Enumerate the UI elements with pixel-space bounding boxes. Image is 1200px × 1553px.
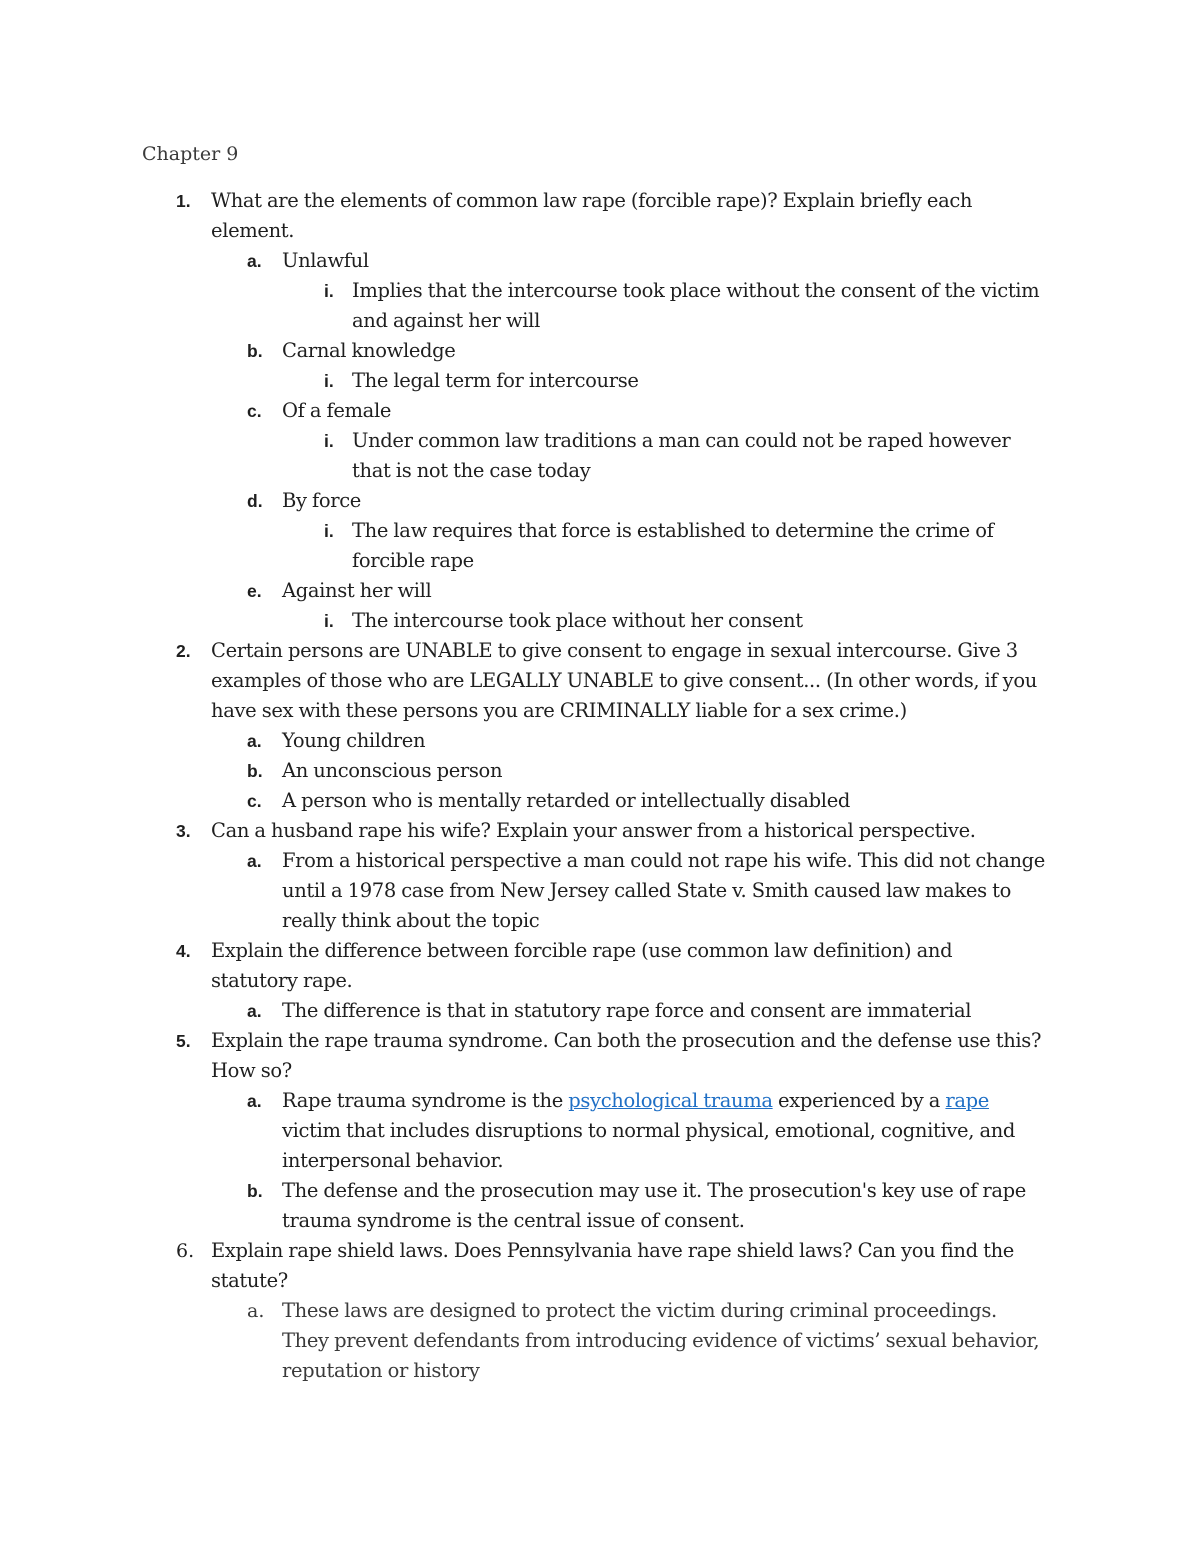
- answer-letter: a.: [247, 851, 262, 871]
- answer-letter: d.: [247, 491, 263, 511]
- answer-item: [0, 786, 1047, 816]
- answer-item: [0, 1296, 1047, 1386]
- sub-answer-item: [0, 366, 1052, 396]
- answer-text: From a historical perspective a man could not rape his wife. This did not change until a 1978 case from New Jersey called State v. Smith caused law makes to really think about the topic: [282, 849, 1045, 932]
- answer-text-start: Rape trauma syndrome is the: [282, 1089, 569, 1112]
- question-number: 4.: [176, 941, 191, 961]
- rape-link[interactable]: rape: [945, 1089, 989, 1112]
- answer-letter: a.: [247, 251, 262, 271]
- sub-answer-numeral: i.: [324, 521, 334, 541]
- answer-letter: a.: [247, 1001, 262, 1021]
- answer-letter: a.: [247, 731, 262, 751]
- sub-answer-numeral: i.: [324, 371, 334, 391]
- answer-text: Young children: [282, 729, 426, 752]
- answer-text-middle: experienced by a: [772, 1089, 946, 1112]
- answer-letter: a.: [247, 1300, 265, 1322]
- question-number: 2.: [176, 641, 191, 661]
- sub-answer-text: The law requires that force is established to determine the crime of forcible rape: [352, 519, 994, 572]
- answer-letter: c.: [247, 401, 262, 421]
- answer-letter: e.: [247, 581, 262, 601]
- answer-item: [0, 246, 1047, 276]
- answer-item: [0, 756, 1047, 786]
- answer-item: [0, 996, 1047, 1026]
- question-number: 6.: [176, 1240, 195, 1262]
- answer-item: [0, 1176, 1047, 1236]
- answer-item: [0, 726, 1047, 756]
- question-text: What are the elements of common law rape (forcible rape)? Explain briefly each element.: [211, 189, 973, 242]
- answer-text: Unlawful: [282, 249, 369, 272]
- answer-text: The defense and the prosecution may use it. The prosecution's key use of rape trauma syndrome is the central issue of consent.: [282, 1179, 1026, 1232]
- question-text: Explain the difference between forcible rape (use common law definition) and statutory rape.: [211, 939, 953, 992]
- question-number: 5.: [176, 1031, 191, 1051]
- question-list: [0, 186, 1200, 1386]
- answer-text: [282, 1089, 1015, 1172]
- question-5: [0, 1026, 1043, 1086]
- question-6: [0, 1236, 1043, 1296]
- answer-text: Against her will: [282, 579, 432, 602]
- answer-item: [0, 396, 1047, 426]
- question-text: Explain rape shield laws. Does Pennsylvania have rape shield laws? Can you find the statute?: [211, 1239, 1014, 1292]
- question-1: [0, 186, 1043, 246]
- answer-text: Carnal knowledge: [282, 339, 456, 362]
- question-2: [0, 636, 1043, 726]
- sub-answer-numeral: i.: [324, 431, 334, 451]
- answer-letter: b.: [247, 341, 263, 361]
- answer-text: A person who is mentally retarded or intellectually disabled: [282, 789, 851, 812]
- sub-answer-item: [0, 516, 1052, 576]
- answer-item: [0, 846, 1047, 936]
- sub-answer-text: The intercourse took place without her consent: [352, 609, 803, 632]
- sub-answer-numeral: i.: [324, 611, 334, 631]
- question-text: Explain the rape trauma syndrome. Can both the prosecution and the defense use this? How so?: [211, 1029, 1042, 1082]
- answer-letter: a.: [247, 1091, 262, 1111]
- answer-text: By force: [282, 489, 361, 512]
- question-text: Can a husband rape his wife? Explain your answer from a historical perspective.: [211, 819, 976, 842]
- psychological-trauma-link[interactable]: psychological trauma: [568, 1089, 773, 1112]
- sub-answer-item: [0, 426, 1052, 486]
- sub-answer-text: The legal term for intercourse: [352, 369, 639, 392]
- question-number: 3.: [176, 821, 191, 841]
- answer-item: [0, 576, 1047, 606]
- answer-item: [0, 486, 1047, 516]
- answer-letter: b.: [247, 1181, 263, 1201]
- sub-answer-numeral: i.: [324, 281, 334, 301]
- question-text: Certain persons are UNABLE to give consent to engage in sexual intercourse. Give 3 examples of those who are LEGALLY UNABLE to give consent... (In other words, if you have sex with these persons you are CRIMINALLY liable for a sex crime.): [211, 639, 1037, 722]
- question-number: 1.: [176, 191, 191, 211]
- answer-text: Of a female: [282, 399, 392, 422]
- sub-answer-text: Implies that the intercourse took place without the consent of the victim and against her will: [352, 279, 1040, 332]
- answer-text-end: victim that includes disruptions to normal physical, emotional, cognitive, and interpersonal behavior.: [282, 1119, 1016, 1172]
- answer-item: [0, 336, 1047, 366]
- sub-answer-item: [0, 276, 1052, 336]
- document-title: Chapter 9: [142, 143, 239, 165]
- question-3: [0, 816, 1043, 846]
- question-4: [0, 936, 1043, 996]
- answer-text: These laws are designed to protect the victim during criminal proceedings. They prevent defendants from introducing evidence of victims’ sexual behavior, reputation or history: [282, 1299, 1040, 1382]
- sub-answer-item: [0, 606, 1052, 636]
- answer-text: An unconscious person: [282, 759, 503, 782]
- answer-letter: c.: [247, 791, 262, 811]
- answer-item: [0, 1086, 1047, 1176]
- sub-answer-text: Under common law traditions a man can could not be raped however that is not the case today: [352, 429, 1011, 482]
- answer-text: The difference is that in statutory rape force and consent are immaterial: [282, 999, 972, 1022]
- answer-letter: b.: [247, 761, 263, 781]
